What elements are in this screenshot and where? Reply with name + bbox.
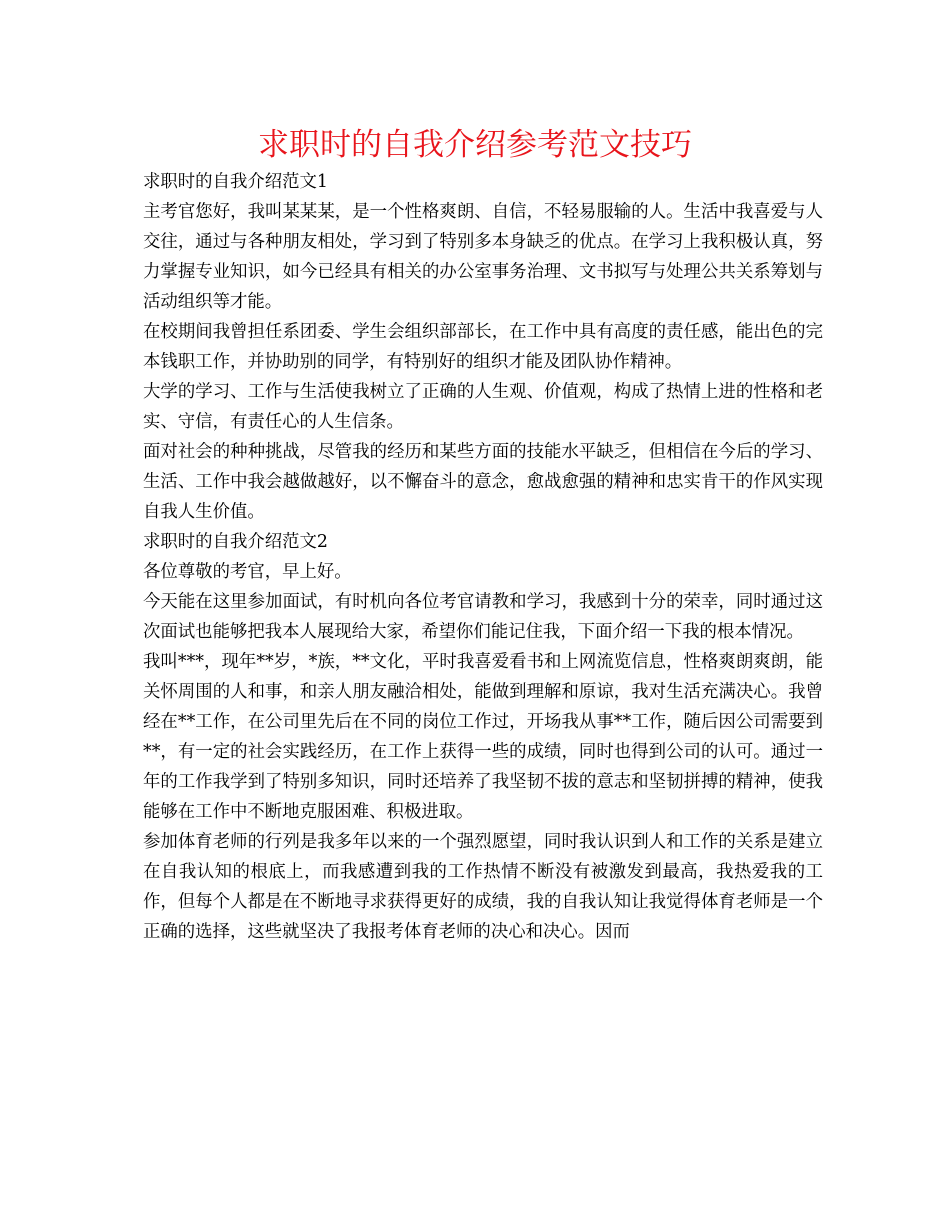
paragraph: 大学的学习、工作与生活使我树立了正确的人生观、价值观，构成了热情上进的性格和老实、守信，有责任心的人生信条。 [143,382,823,432]
paragraph: 今天能在这里参加面试，有时机向各位考官请教和学习，我感到十分的荣幸，同时通过这次面试也能够把我本人展现给大家，希望你们能记住我，下面介绍一下我的根本情况。 [143,592,823,642]
paragraph: 我叫***，现年**岁，*族，**文化，平时我喜爱看书和上网流览信息，性格爽朗爽朗，能关怀周围的人和事，和亲人朋友融洽相处，能做到理解和原谅，我对生活充满决心。我曾经在**工作，在公司里先后在不同的岗位工作过，开场我从事**工作，随后因公司需要到**，有一定的社会实践经历，在工作上获得一些的成绩，同时也得到公司的认可。通过一年的工作我学到了特别多知识，同时还培养了我坚韧不拔的意志和坚韧拼搏的精神，使我能够在工作中不断地克服困难、积极进取。 [143,652,823,822]
page-title: 求职时的自我介绍参考范文技巧 [258,127,692,163]
paragraph: 主考官您好，我叫某某某，是一个性格爽朗、自信，不轻易服输的人。生活中我喜爱与人交往，通过与各种朋友相处，学习到了特别多本身缺乏的优点。在学习上我积极认真，努力掌握专业知识，如今已经具有相关的办公室事务治理、文书拟写与处理公共关系筹划与活动组织等才能。 [143,202,823,312]
section-heading-1: 求职时的自我介绍范文1 [143,172,328,192]
paragraph: 参加体育老师的行列是我多年以来的一个强烈愿望，同时我认识到人和工作的关系是建立在自我认知的根底上，而我感遭到我的工作热情不断没有被激发到最高，我热爱我的工作，但每个人都是在不断地寻求获得更好的成绩，我的自我认知让我觉得体育老师是一个正确的选择，这些就坚决了我报考体育老师的决心和决心。因而 [143,832,823,942]
paragraph: 各位尊敬的考官，早上好。 [143,562,352,582]
document-body [143,167,823,947]
paragraph: 在校期间我曾担任系团委、学生会组织部部长，在工作中具有高度的责任感，能出色的完本钱职工作，并协助别的同学，有特别好的组织才能及团队协作精神。 [143,322,823,372]
section-heading-2: 求职时的自我介绍范文2 [143,532,328,552]
paragraph: 面对社会的种种挑战，尽管我的经历和某些方面的技能水平缺乏，但相信在今后的学习、生活、工作中我会越做越好，以不懈奋斗的意念，愈战愈强的精神和忠实肯干的作风实现自我人生价值。 [143,442,823,522]
